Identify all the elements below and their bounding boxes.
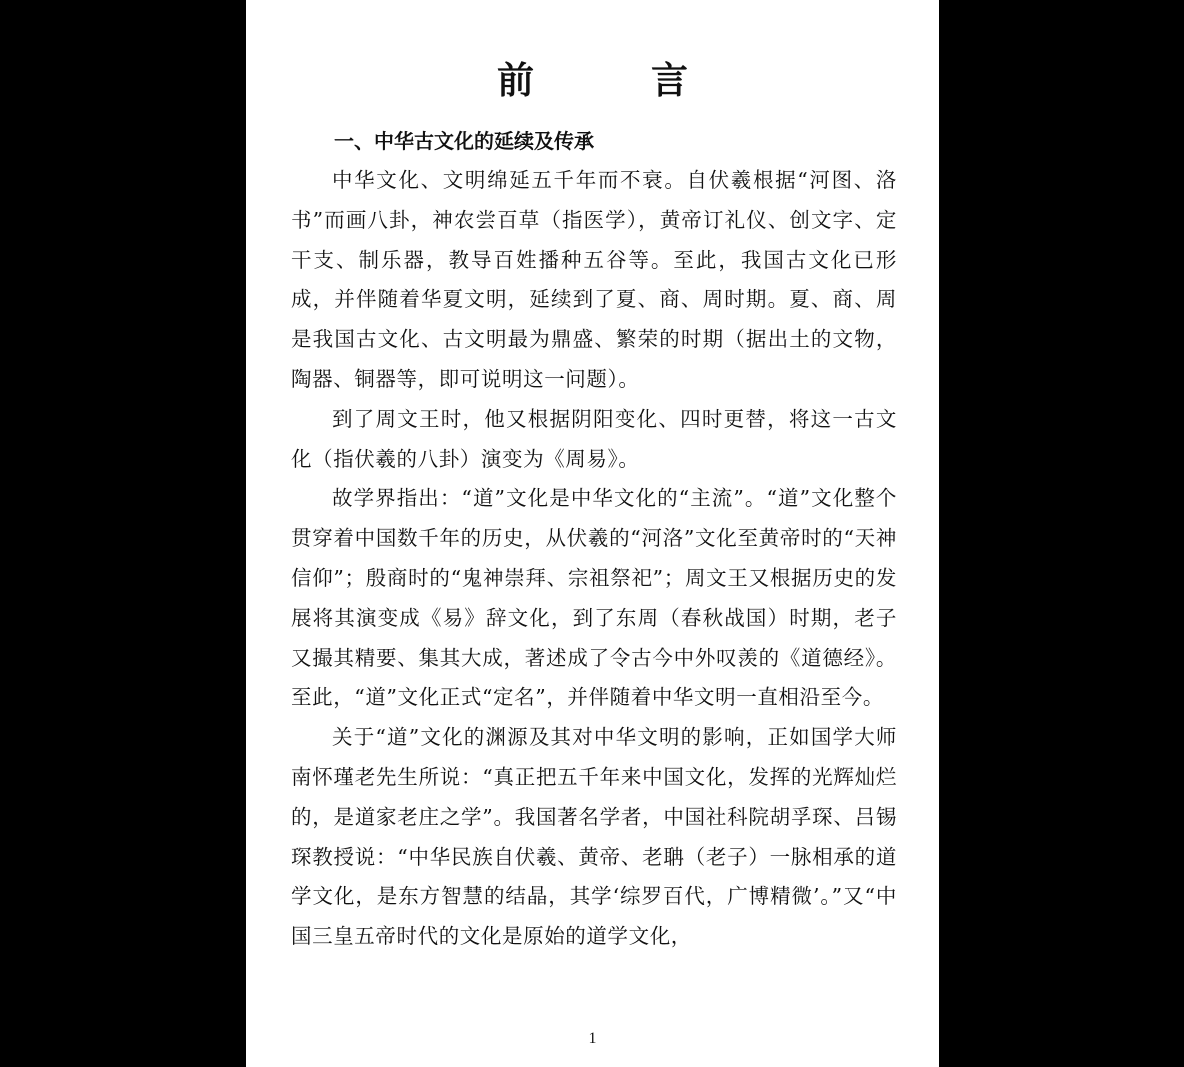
page-number: 1 <box>588 1030 597 1047</box>
paragraph: 故学界指出：“道”文化是中华文化的“主流”。“道”文化整个贯穿着中国数千年的历史，从伏羲的“河洛”文化至黄帝时的“天神信仰”；殷商时的“鬼神崇拜、宗祖祭祀”；周文王又根据历史的发展将其演变成《易》辞文化，到了东周（春秋战国）时期，老子又撮其精要、集其大成，著述成了令古今中外叹羡的《道德经》。至此，“道”文化正式“定名”，并伴随着中华文明一直相沿至今。 <box>291 486 897 710</box>
paragraph: 到了周文王时，他又根据阴阳变化、四时更替，将这一古文化（指伏羲的八卦）演变为《周易》。 <box>291 406 897 471</box>
page-title: 前 言 <box>497 58 728 102</box>
paragraph: 中华文化、文明绵延五千年而不衰。自伏羲根据“河图、洛书”而画八卦，神农尝百草（指医学），黄帝订礼仪、创文字、定干支、制乐器，教导百姓播种五谷等。至此，我国古文化已形成，并伴随着华夏文明，延续到了夏、商、周时期。夏、商、周是我国古文化、古文明最为鼎盛、繁荣的时期（据出土的文物，陶器、铜器等，即可说明这一问题）。 <box>291 168 897 391</box>
section-heading: 一、中华古文化的延续及传承 <box>334 129 594 153</box>
page-body <box>291 161 897 957</box>
paragraph: 关于“道”文化的渊源及其对中华文明的影响，正如国学大师南怀瑾老先生所说：“真正把五千年来中国文化，发挥的光辉灿烂的，是道家老庄之学”。我国著名学者，中国社科院胡孚琛、吕锡琛教授说：“中华民族自伏羲、黄帝、老聃（老子）一脉相承的道学文化，是东方智慧的结晶，其学‘综罗百代，广博精微’。”又“中国三皇五帝时代的文化是原始的道学文化， <box>291 725 897 949</box>
document-page <box>246 0 939 1067</box>
